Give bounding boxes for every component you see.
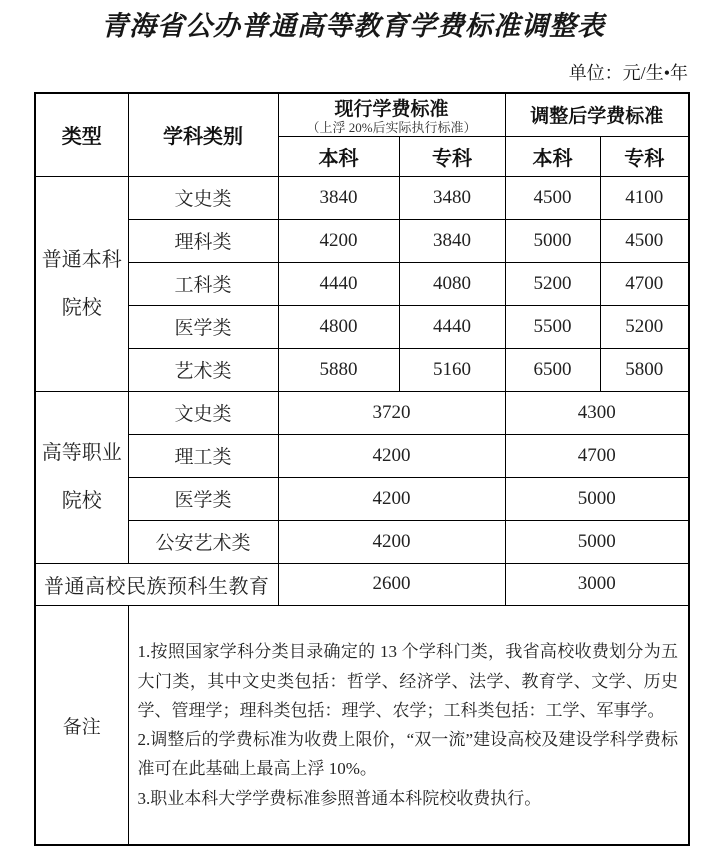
subject-cell: 公安艺术类	[128, 520, 278, 563]
table-row	[35, 262, 689, 305]
header-cell-subject: 学科类别	[128, 93, 278, 176]
value-cell: 5160	[399, 348, 505, 391]
table-row	[35, 219, 689, 262]
header-cell-current-standard	[278, 93, 505, 136]
value-cell: 4100	[600, 176, 689, 219]
value-cell: 4500	[505, 176, 600, 219]
value-cell: 5200	[600, 305, 689, 348]
value-cell: 4080	[399, 262, 505, 305]
header-cell-type: 类型	[35, 93, 128, 176]
group-type-line: 院校	[61, 296, 102, 319]
tuition-fee-table	[34, 92, 690, 846]
value-cell: 4500	[600, 219, 689, 262]
header-cell-adjusted-undergrad: 本科	[505, 136, 600, 176]
table-row	[35, 477, 689, 520]
remarks-label: 备注	[35, 605, 128, 845]
table-row	[35, 520, 689, 563]
value-cell: 4200	[278, 219, 399, 262]
value-cell: 3840	[399, 219, 505, 262]
group-type-line: 院校	[61, 490, 102, 513]
header-cell-adjusted-standard: 调整后学费标准	[505, 93, 689, 136]
table-row	[35, 348, 689, 391]
group-type-line: 高等职业	[41, 442, 122, 465]
value-cell-merged: 5000	[505, 477, 689, 520]
group-type-line: 普通本科	[41, 248, 122, 271]
remarks-content	[128, 605, 689, 845]
value-cell: 5500	[505, 305, 600, 348]
value-cell-merged: 2600	[278, 563, 505, 605]
value-cell-merged: 4700	[505, 434, 689, 477]
value-cell: 6500	[505, 348, 600, 391]
table-row	[35, 434, 689, 477]
header-cell-adjusted-college: 专科	[600, 136, 689, 176]
remark-item-1: 1.按照国家学科分类目录确定的 13 个学科门类，我省高校收费划分为五大门类，其中文史类包括：哲学、经济学、法学、教育学、文学、历史学、管理学；理科类包括：理学、农学；工科类包括：工学、军事学。	[137, 642, 679, 720]
value-cell-merged: 4200	[278, 520, 505, 563]
table-row	[35, 391, 689, 434]
header-cell-current-college: 专科	[399, 136, 505, 176]
subject-cell: 工科类	[128, 262, 278, 305]
value-cell: 4700	[600, 262, 689, 305]
value-cell: 5200	[505, 262, 600, 305]
value-cell-merged: 4200	[278, 434, 505, 477]
subject-cell: 文史类	[128, 176, 278, 219]
value-cell: 4440	[278, 262, 399, 305]
table-row	[35, 305, 689, 348]
group-type-vocational-institutions	[35, 391, 128, 563]
remark-item-3: 3.职业本科大学学费标准参照普通本科院校收费执行。	[137, 788, 542, 808]
value-cell: 3840	[278, 176, 399, 219]
value-cell: 5000	[505, 219, 600, 262]
unit-label: 单位：元/生•年	[568, 63, 688, 83]
value-cell: 5800	[600, 348, 689, 391]
header-cell-current-undergrad: 本科	[278, 136, 399, 176]
current-standard-note: （上浮 20%后实际执行标准）	[306, 120, 477, 135]
preparatory-row	[35, 563, 689, 605]
remarks-row	[35, 605, 689, 845]
header-row-groups	[35, 93, 689, 136]
preparatory-label: 普通高校民族预科生教育	[35, 563, 278, 605]
page-title: 青海省公办普通高等教育学费标准调整表	[101, 11, 605, 41]
subject-cell: 理工类	[128, 434, 278, 477]
remark-item-2: 2.调整后的学费标准为收费上限价，“双一流”建设高校及建设学科学费标准可在此基础上最高上浮 10%。	[137, 730, 679, 779]
value-cell-merged: 4200	[278, 477, 505, 520]
value-cell: 5880	[278, 348, 399, 391]
value-cell-merged: 3000	[505, 563, 689, 605]
value-cell-merged: 5000	[505, 520, 689, 563]
value-cell-merged: 4300	[505, 391, 689, 434]
current-standard-title: 现行学费标准	[334, 99, 449, 120]
subject-cell: 医学类	[128, 477, 278, 520]
group-type-undergrad-institutions	[35, 176, 128, 391]
subject-cell: 艺术类	[128, 348, 278, 391]
value-cell-merged: 3720	[278, 391, 505, 434]
table-row	[35, 176, 689, 219]
subject-cell: 理科类	[128, 219, 278, 262]
subject-cell: 文史类	[128, 391, 278, 434]
value-cell: 4800	[278, 305, 399, 348]
value-cell: 4440	[399, 305, 505, 348]
value-cell: 3480	[399, 176, 505, 219]
subject-cell: 医学类	[128, 305, 278, 348]
